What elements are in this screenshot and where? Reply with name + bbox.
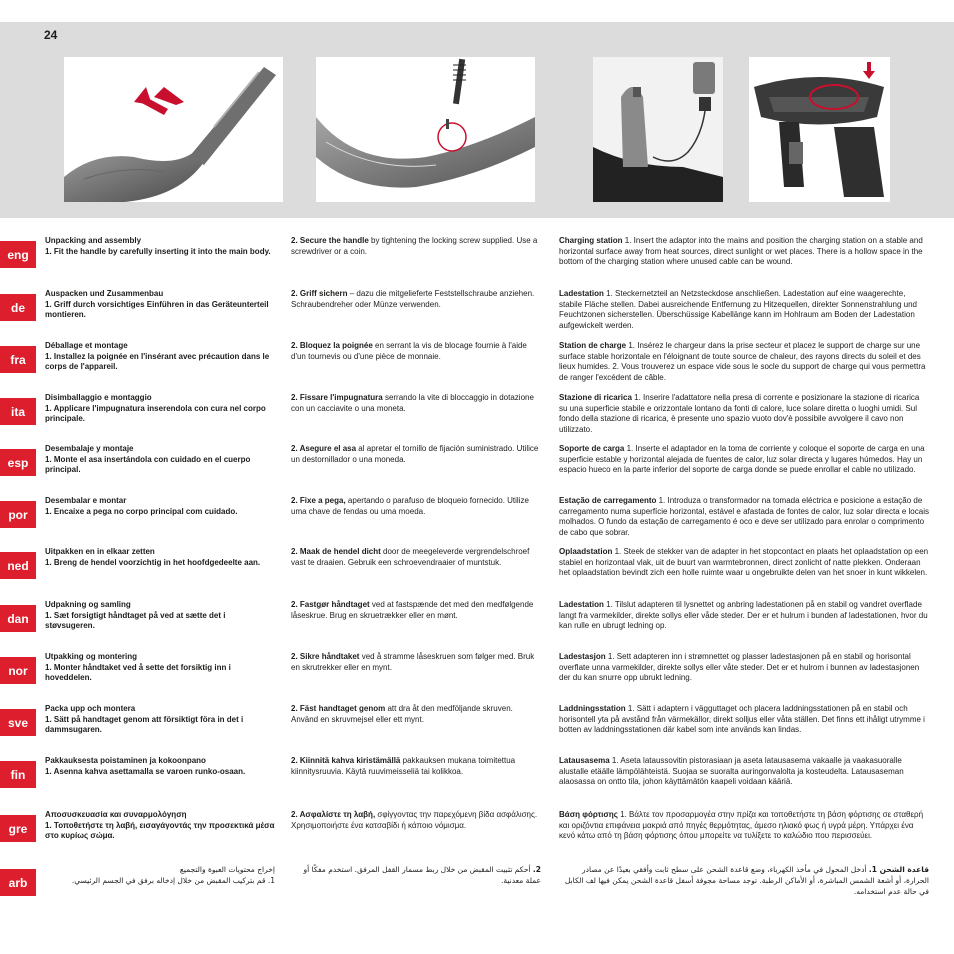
- step-text: σφίγγοντας την παρεχόμενη βίδα ασφάλισης. Χρησιμοποιήστε ένα κατσαβίδι ή κάποιο νόμισμα.: [291, 810, 538, 830]
- section-title: Packa upp och montera: [45, 704, 136, 713]
- charging-station-instruction: [559, 600, 929, 632]
- step-heading: 2. Fäst handtaget genom: [291, 704, 386, 713]
- step-text: 1. Inserte el adaptador en la toma de corriente y coloque el soporte de carga en una superficie estable y horizontal alejada de fuentes de calor, luz solar directa y lugares húmedos. Hay un espacio hueco en la parte inferior del soporte de carga donde se puede enrollar el cable no utilizado.: [559, 444, 925, 474]
- secure-handle-instruction: [291, 393, 541, 414]
- step-heading: Soporte de carga: [559, 444, 625, 453]
- section-title: Utpakking og montering: [45, 652, 137, 661]
- section-title: Pakkauksesta poistaminen ja kokoonpano: [45, 756, 206, 765]
- language-tab: eng: [0, 241, 36, 268]
- secure-handle-instruction: [291, 289, 541, 310]
- unpacking-instruction: [45, 810, 275, 842]
- step-heading: Laddningsstation: [559, 704, 626, 713]
- step-heading: قاعدة الشحن 1.: [868, 865, 929, 874]
- charging-station-instruction: [559, 652, 929, 684]
- charging-station-instruction: [559, 289, 929, 331]
- secure-handle-instruction: [291, 444, 541, 465]
- section-title: Disimballaggio e montaggio: [45, 393, 152, 402]
- step-text: 1. Sätt i adaptern i vägguttaget och placera laddningsstationen på en stabil och horisontell yta på avstånd från värmekällor, direkt solljus eller våta ställen. Det finns ett ihåligt utrymme i botten av laddningsstationen där kabel som inte används kan lindas.: [559, 704, 925, 734]
- language-tab: por: [0, 501, 36, 528]
- language-tab: fra: [0, 346, 36, 373]
- step-heading: 2. Fissare l'impugnatura: [291, 393, 383, 402]
- step-text: 1. Insérez le chargeur dans la prise secteur et placez le support de charge sur une surface stable horizontale en l'éloignant de toute source de chaleur, des rayons directs du soleil et des lieux humides. 2. Vous trouverez un espace vide sous le socle du support de charge qui vous permettra de ranger l'excédent de câble.: [559, 341, 926, 382]
- step-heading: 2. Kiinnitä kahva kiristämällä: [291, 756, 401, 765]
- unpacking-instruction: [45, 864, 275, 886]
- step-text: 1. Breng de hendel voorzichtig in het hoofdgedeelte aan.: [45, 557, 261, 567]
- step-text: serrando la vite di bloccaggio in dotazione con un cacciavite o una moneta.: [291, 393, 534, 413]
- step-heading: Oplaadstation: [559, 547, 613, 556]
- step-heading: Station de charge: [559, 341, 627, 350]
- step-text: 1. Tilslut adapteren til lysnettet og anbring ladestationen på en stabil og vandret overflade langt fra varmekilder, direkte sollys eller våde steder. Der er et hulrum i bunden af ladestationen, hvor du kan rulle en ubrugt ledning op.: [559, 600, 928, 630]
- step-text: ved at fastspænde det med den medfølgende låseskrue. Brug en skruetrækker eller en mønt.: [291, 600, 534, 620]
- step-text: 1. Monter håndtaket ved å sette det forsiktig inn i hoveddelen.: [45, 662, 231, 682]
- step-text: 1. Τοποθετήστε τη λαβή, εισαγάγοντάς την προσεκτικά μέσα στο κυρίως σώμα.: [45, 820, 275, 840]
- step-text: 1. Aseta lataussovitin pistorasiaan ja aseta latausasema vakaalle ja vaakasuoralle alustalle etäälle lämpölähteistä. Suojaa se suoralta auringonvalolta ja kosteudelta. Latausaseman alaosassa on ontto tila, johon käyttämätön kaapeli voidaan kääriä.: [559, 756, 904, 786]
- step-text: att dra åt den medföljande skruven. Använd en skruvmejsel eller ett mynt.: [291, 704, 513, 724]
- step-heading: Latausasema: [559, 756, 610, 765]
- step-text: 1. Installez la poignée en l'insérant avec précaution dans le corps de l'appareil.: [45, 351, 270, 371]
- step-text: أدخل المحول في مأخذ الكهرباء، وضع قاعدة الشحن على سطح ثابت وأفقي بعيدًا عن مصادر الحرارة، أو أشعة الشمس المباشرة، أو الأماكن الرطبة. توجد مساحة مجوفة أسفل قاعدة الشحن يمكن فيها لف الكابل في حالة عدم استخدامه.: [564, 865, 929, 896]
- step-text: en serrant la vis de blocage fournie à l'aide d'un tournevis ou d'une pièce de monnaie.: [291, 341, 527, 361]
- charging-station-instruction: [559, 756, 929, 788]
- language-tab: ita: [0, 398, 36, 425]
- section-title: Udpakning og samling: [45, 600, 131, 609]
- charging-station-instruction: [559, 341, 929, 383]
- language-tab: de: [0, 294, 36, 321]
- step-text: door de meegeleverde vergrendelschroef vast te draaien. Gebruik een schroevendraaier of muntstuk.: [291, 547, 530, 567]
- secure-handle-instruction: [291, 236, 541, 257]
- language-tab: arb: [0, 869, 36, 896]
- step-text: pakkauksen mukana toimitettua kiinnitysruuvia. Käytä ruuvimeisseliä tai kolikkoa.: [291, 756, 516, 776]
- charging-station-instruction: [559, 496, 929, 538]
- fit-handle-illustration: [64, 57, 283, 202]
- secure-handle-illustration: [316, 57, 535, 202]
- section-title: Desembalar e montar: [45, 496, 127, 505]
- step-heading: 2. Maak de hendel dicht: [291, 547, 381, 556]
- charging-station-instruction: [559, 393, 929, 435]
- step-heading: Ladestation: [559, 600, 604, 609]
- step-heading: 2. Griff sichern: [291, 289, 348, 298]
- step-text: 1. قم بتركيب المقبض من خلال إدخاله برفق في الجسم الرئيسي.: [71, 876, 275, 885]
- language-tab: dan: [0, 605, 36, 632]
- step-heading: 2. Asegure el asa: [291, 444, 357, 453]
- language-tab: ned: [0, 552, 36, 579]
- step-text: 1. Encaixe a pega no corpo principal com cuidado.: [45, 506, 238, 516]
- step-text: 1. Fit the handle by carefully inserting it into the main body.: [45, 246, 271, 256]
- step-heading: 2. Fastgør håndtaget: [291, 600, 370, 609]
- step-text: 1. Steckernetzteil an Netzsteckdose anschließen. Ladestation auf eine waagerechte, stabile Fläche stellen. Dabei ausreichende Entfernung zu Hitzequellen, direkter Sonnenstrahlung und Feuchtzonen sicherstellen. Überschüssige Kabellänge kann im Hohlraum am Boden der Ladestation aufgewickelt werden.: [559, 289, 918, 330]
- step-text: 1. Applicare l'impugnatura inserendola con cura nel corpo principale.: [45, 403, 266, 423]
- unpacking-instruction: [45, 444, 275, 476]
- step-text: 1. Sett adapteren inn i strømnettet og plasser ladestasjonen på en stabil og horisontal overflate unna varmekilder, direkte sollys eller våte steder. Det er et hulrom i bunnen av ladestasjonen der du kan snurre opp ubrukt ledning.: [559, 652, 920, 682]
- step-text: أحكم تثبيت المقبض من خلال ربط مسمار القفل المرفق. استخدم مفكًا أو عملة معدنية.: [303, 865, 541, 885]
- secure-handle-instruction: [291, 600, 541, 621]
- secure-handle-instruction: [291, 756, 541, 777]
- section-title: Αποσυσκευασία και συναρμολόγηση: [45, 810, 187, 819]
- step-heading: Ladestation: [559, 289, 604, 298]
- charging-station-illustration: [749, 57, 890, 202]
- step-text: 1. Sätt på handtaget genom att försiktigt föra in det i dammsugaren.: [45, 714, 244, 734]
- step-text: 1. Sæt forsigtigt håndtaget på ved at sætte det i støvsugeren.: [45, 610, 226, 630]
- language-tab: fin: [0, 761, 36, 788]
- unpacking-instruction: [45, 289, 275, 321]
- language-tab: gre: [0, 815, 36, 842]
- step-text: 1. Introduza o transformador na tomada eléctrica e posicione a estação de carregamento numa superfície horizontal, estável e afastada de fontes de calor, luz solar directa e locais molhados. O fundo da estação de carregamento é oco e deve ser utilizado para enrolar o comprimento de cabo que sobrar.: [559, 496, 929, 537]
- page-number: 24: [44, 28, 58, 42]
- step-text: by tightening the locking screw supplied. Use a screwdriver or a coin.: [291, 236, 538, 256]
- step-text: ved å stramme låseskruen som følger med. Bruk en skrutrekker eller en mynt.: [291, 652, 535, 672]
- language-tab: sve: [0, 709, 36, 736]
- unpacking-instruction: [45, 600, 275, 632]
- step-heading: 2.: [532, 865, 541, 874]
- step-text: 1. Βάλτε τον προσαρμογέα στην πρίζα και τοποθετήστε τη βάση φόρτισης σε σταθερή και οριζόντια επιφάνεια μακριά από πηγές θερμότητας, άμεσο ηλιακό φως ή υγρά μέρη. Υπάρχει ένα κενό κάτω από τη βάση φόρτισης όπου μπορείτε να τυλίξετε το καλώδιο που περισσεύει.: [559, 810, 924, 840]
- unpacking-instruction: [45, 547, 275, 568]
- charging-station-instruction: [559, 547, 929, 579]
- step-heading: 2. Secure the handle: [291, 236, 369, 245]
- section-title: Uitpakken en in elkaar zetten: [45, 547, 155, 556]
- step-heading: Charging station: [559, 236, 623, 245]
- charging-station-instruction: [559, 704, 929, 736]
- unpacking-instruction: [45, 496, 275, 517]
- secure-handle-instruction: [291, 341, 541, 362]
- secure-handle-instruction: [291, 704, 541, 725]
- step-text: apertando o parafuso de bloqueio fornecido. Utilize uma chave de fendas ou uma moeda.: [291, 496, 529, 516]
- charging-station-instruction: [559, 864, 929, 897]
- step-text: – dazu die mitgelieferte Feststellschraube anziehen. Schraubendreher oder Münze verwenden.: [291, 289, 535, 309]
- step-heading: 2. Bloquez la poignée: [291, 341, 373, 350]
- charging-station-instruction: [559, 810, 929, 842]
- unpacking-instruction: [45, 652, 275, 684]
- unpacking-instruction: [45, 704, 275, 736]
- step-heading: 2. Fixe a pega,: [291, 496, 346, 505]
- language-tab: esp: [0, 449, 36, 476]
- step-text: 1. Steek de stekker van de adapter in het stopcontact en plaats het oplaadstation op een stabiel en horizontaal vlak, uit de buurt van warmtebronnen, direct zonlicht of natte plekken. Onderaan het oplaadstation bevindt zich een holle ruimte waar u ongebruikte delen van het snoer in kunt wikkelen.: [559, 547, 929, 577]
- step-heading: Βάση φόρτισης: [559, 810, 618, 819]
- secure-handle-instruction: [291, 652, 541, 673]
- section-title: Unpacking and assembly: [45, 236, 142, 245]
- step-text: al apretar el tornillo de fijación suministrado. Utilice un destornillador o una moneda.: [291, 444, 539, 464]
- secure-handle-instruction: [291, 496, 541, 517]
- step-text: 1. Insert the adaptor into the mains and position the charging station on a stable and horizontal surface away from heat sources, direct sunlight or wet places. There is a hollow space in the bottom of the charging station where unused cable can be wound.: [559, 236, 923, 266]
- unpacking-instruction: [45, 341, 275, 373]
- secure-handle-instruction: [291, 547, 541, 568]
- section-title: Auspacken und Zusammenbau: [45, 289, 164, 298]
- charging-station-instruction: [559, 236, 929, 268]
- step-heading: Stazione di ricarica: [559, 393, 632, 402]
- step-heading: 2. Sikre håndtaket: [291, 652, 360, 661]
- section-title: Déballage et montage: [45, 341, 128, 350]
- unpacking-instruction: [45, 393, 275, 425]
- section-title: إخراج محتويات العبوة والتجميع: [179, 865, 275, 874]
- step-text: 1. Inserire l'adattatore nella presa di corrente e posizionare la stazione di ricarica su una superficie stabile e orizzontale lontano da fonti di calore, luce solare diretta o luoghi umidi. Sul fondo della stazione di ricarica, è presente uno spazio vuoto dov'è possibile avvolgere il cavo non utilizzato.: [559, 393, 920, 434]
- step-heading: Estação de carregamento: [559, 496, 657, 505]
- section-title: Desembalaje y montaje: [45, 444, 134, 453]
- secure-handle-instruction: [291, 810, 541, 831]
- step-text: 1. Asenna kahva asettamalla se varoen runko-osaan.: [45, 766, 246, 776]
- step-text: 1. Griff durch vorsichtiges Einführen in das Geräteunterteil montieren.: [45, 299, 269, 319]
- secure-handle-instruction: [291, 864, 541, 886]
- language-tab: nor: [0, 657, 36, 684]
- charging-adaptor-illustration: [593, 57, 723, 202]
- step-text: 1. Monte el asa insertándola con cuidado en el cuerpo principal.: [45, 454, 251, 474]
- step-heading: Ladestasjon: [559, 652, 606, 661]
- step-heading: 2. Ασφαλίστε τη λαβή,: [291, 810, 376, 819]
- unpacking-instruction: [45, 756, 275, 777]
- charging-station-instruction: [559, 444, 929, 476]
- unpacking-instruction: [45, 236, 275, 257]
